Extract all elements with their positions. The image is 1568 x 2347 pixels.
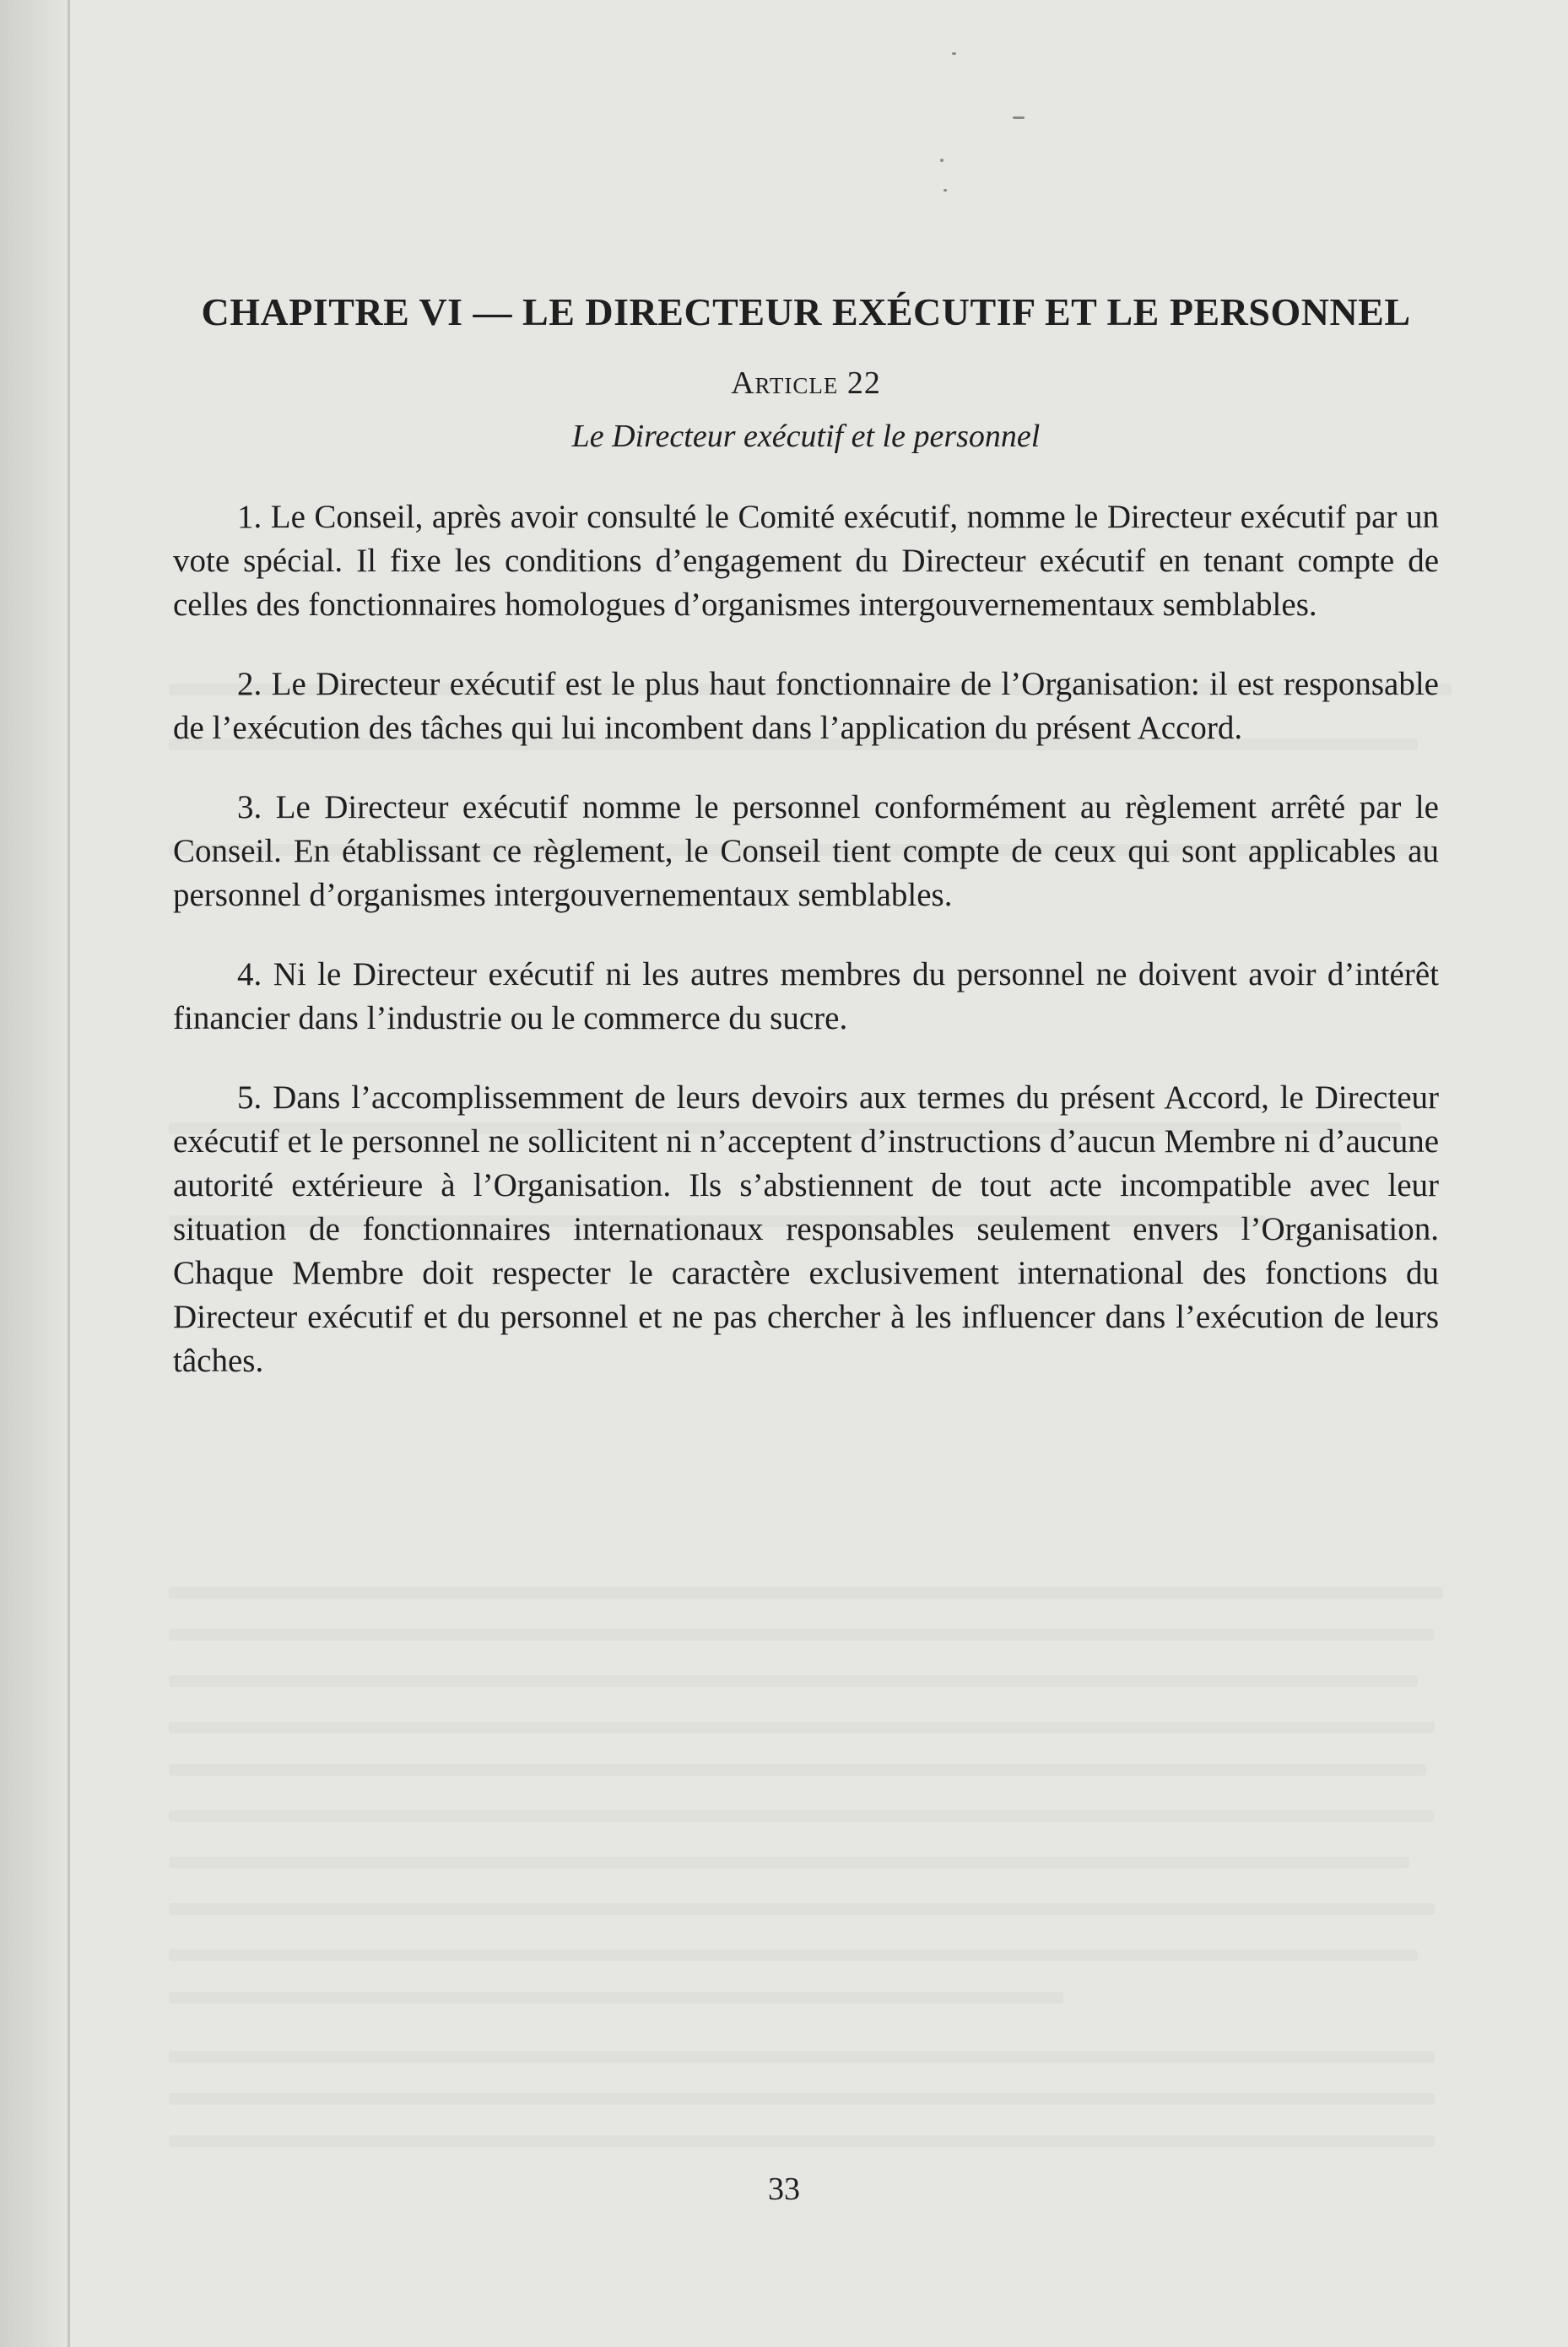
paragraph-1: 1. Le Conseil, après avoir consulté le Comité exécutif, nomme le Directeur exécutif par un vote spécial. Il fixe les conditions d’engagement du Directeur exécutif en tenant compte de celles des fonctionnaires homologues d’organismes intergouvernementaux semblables. [173,498,1439,623]
article-subtitle: Le Directeur exécutif et le personnel [571,419,1041,455]
speck [1013,116,1025,119]
speck [952,52,956,55]
paragraph-2: 2. Le Directeur exécutif est le plus haut fonctionnaire de l’Organisation: il est responsable de l’exécution des tâches qui lui incombent dans l’application du présent Accord. [173,665,1439,746]
binding-edge [68,0,70,2347]
article-content [173,287,1439,1419]
speck [944,189,947,192]
binding-gutter [0,0,76,2347]
paragraph-5: 5. Dans l’accomplissemment de leurs devoirs aux termes du présent Accord, le Directeur exécutif et le personnel ne sollicitent ni n’acceptent d’instructions d’aucun Membre ni d’aucune autorité extérieure à l’Organisation. Ils s’abstiennent de tout acte incompatible avec leur situation de fonctionnaires internationaux responsables seulement envers l’Organisation. Chaque Membre doit respecter le caractère exclusivement international des fonctions du Directeur exécutif et du personnel et ne pas chercher à les influencer dans l’exécution de leurs tâches. [173,1079,1439,1379]
page-number: 33 [768,2171,800,2207]
paragraph-4: 4. Ni le Directeur exécutif ni les autres membres du personnel ne doivent avoir d’intérêt financier dans l’industrie ou le commerce du sucre. [173,955,1439,1036]
paragraph-3: 3. Le Directeur exécutif nomme le personnel conformément au règlement arrêté par le Conseil. En établissant ce règlement, le Conseil tient compte de ceux qui sont applicables au personnel d’organismes intergouvernementaux semblables. [173,788,1439,913]
speck [940,159,944,162]
article-heading: Article 22 [731,365,881,401]
chapter-title: CHAPITRE VI — LE DIRECTEUR EXÉCUTIF ET LE PERSONNEL [201,290,1411,333]
